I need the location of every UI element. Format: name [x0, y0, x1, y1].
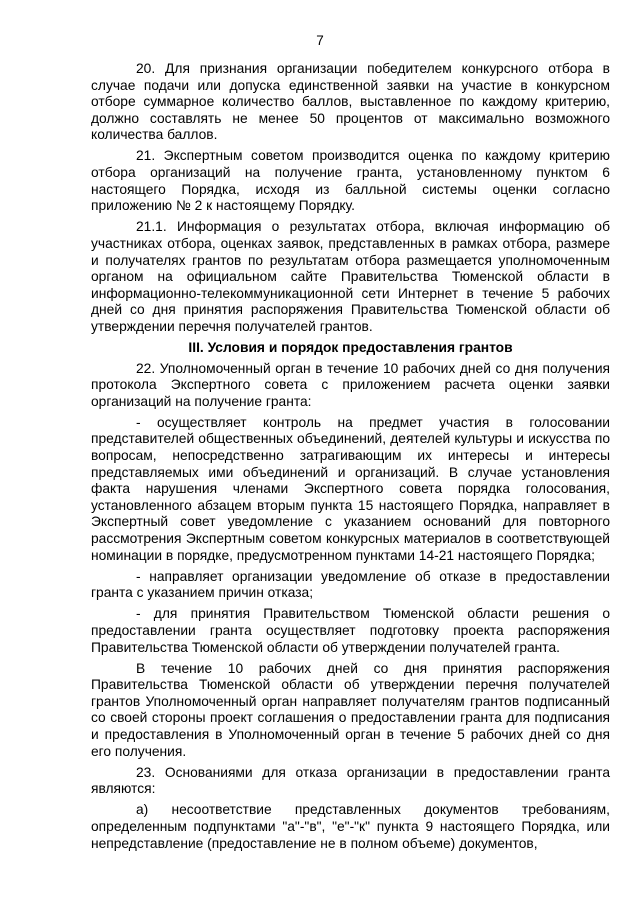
page-number: 7: [316, 33, 324, 48]
paragraph-21-1: 21.1. Информация о результатах отбора, включая информацию об участниках отбора, оценках заявок, представленных в рамках отбора, размере и получателях грантов по результатам отбора размещается уполномоченным органом на официальном сайте Правительства Тюменской области в информационно-телекоммуникационной сети Интернет в течение 5 рабочих дней со дня принятия распоряжения Правительства Тюменской области об утверждении перечня получателей грантов.: [91, 219, 610, 334]
paragraph-23: 23. Основаниями для отказа организации в предоставлении гранта являются:: [91, 764, 610, 797]
document-body: [91, 61, 610, 857]
paragraph-22-agreement: В течение 10 рабочих дней со дня принятия распоряжения Правительства Тюменской области об утверждении перечня получателей грантов Уполномоченный орган направляет получателям грантов подписанный со своей стороны проект соглашения о предоставлении гранта для подписания и предоставления в Уполномоченный орган в течение 5 рабочих дней со дня его получения.: [91, 660, 610, 759]
paragraph-22-item-refusal: - направляет организации уведомление об отказе в предоставлении гранта с указанием причин отказа;: [91, 568, 610, 601]
section-heading: III. Условия и порядок предоставления грантов: [188, 340, 513, 355]
paragraph-23-item-a: а) несоответствие представленных документов требованиям, определенным подпунктами "а"-"в", "е"-"к" пункта 9 настоящего Порядка, или непредставление (предоставление не в полном объеме) документов,: [91, 802, 610, 851]
paragraph-20: 20. Для признания организации победителем конкурсного отбора в случае подачи или допуска единственной заявки на участие в конкурсном отборе суммарное количество баллов, выставленное по каждому критерию, должно составлять не менее 50 процентов от максимально возможного количества баллов.: [91, 61, 610, 143]
paragraph-22: 22. Уполномоченный орган в течение 10 рабочих дней со дня получения протокола Экспертного совета с приложением расчета оценки заявки организаций на получение гранта:: [91, 360, 610, 409]
paragraph-21: 21. Экспертным советом производится оценка по каждому критерию отбора организаций на получение гранта, установленному пунктом 6 настоящего Порядка, исходя из балльной системы оценки согласно приложению № 2 к настоящему Порядку.: [91, 148, 610, 214]
paragraph-22-item-decision: - для принятия Правительством Тюменской области решения о предоставлении гранта осуществляет подготовку проекта распоряжения Правительства Тюменской области об утверждении получателей гранта.: [91, 606, 610, 655]
paragraph-22-item-control: - осуществляет контроль на предмет участия в голосовании представителей общественных объединений, деятелей культуры и искусства по вопросам, непосредственно затрагивающим их интересы и интересы представляемых ими объединений и организаций. В случае установления факта нарушения членами Экспертного совета порядка голосования, установленного абзацем вторым пункта 15 настоящего Порядка, направляет в Экспертный совет уведомление с указанием оснований для повторного рассмотрения Экспертным советом конкурсных материалов в соответствующей номинации в порядке, предусмотренном пунктами 14-21 настоящего Порядка;: [91, 414, 610, 563]
